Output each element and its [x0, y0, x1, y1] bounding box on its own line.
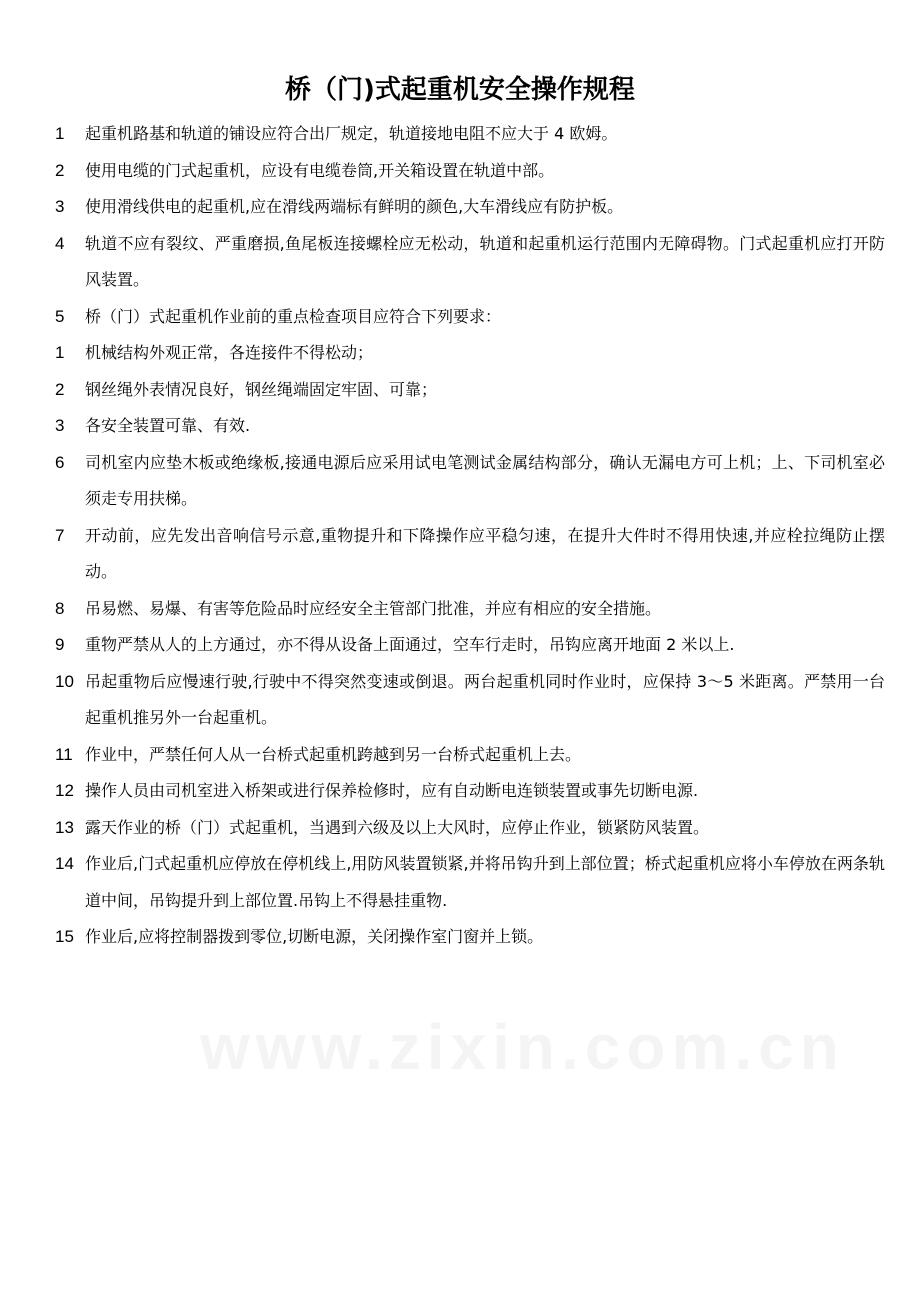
item-number: 5: [55, 306, 65, 326]
list-item: [55, 335, 885, 372]
item-number: 15: [55, 927, 74, 946]
item-number: 1: [55, 124, 65, 143]
item-text: 机械结构外观正常，各连接件不得松动；: [85, 343, 374, 362]
item-number: 3: [55, 416, 65, 435]
item-text: 吊易燃、易爆、有害等危险品时应经安全主管部门批准，并应有相应的安全措施。: [85, 598, 662, 618]
item-number: 2: [55, 379, 65, 399]
item-number: 11: [55, 744, 73, 764]
item-text: 轨道不应有裂纹、严重磨损,鱼尾板连接螺栓应无松动，轨道和起重机运行范围内无障碍物。门式起重机应打开防风装置。: [85, 233, 885, 289]
item-number: 10: [55, 671, 74, 691]
list-item: [55, 773, 885, 810]
list-item: [55, 226, 885, 299]
list-item: [55, 919, 885, 956]
item-text: 开动前，应先发出音响信号示意,重物提升和下降操作应平稳匀速，在提升大件时不得用快速,并应栓拉绳防止摆动。: [85, 525, 885, 581]
item-text: 露天作业的桥（门）式起重机，当遇到六级及以上大风时，应停止作业，锁紧防风装置。: [85, 817, 710, 837]
item-text: 作业后,门式起重机应停放在停机线上,用防风装置锁紧,并将吊钩升到上部位置；桥式起重机应将小车停放在两条轨道中间，吊钩提升到上部位置.吊钩上不得悬挂重物.: [85, 854, 885, 910]
list-item: [55, 627, 885, 664]
item-number: 3: [55, 197, 65, 216]
item-number: 4: [55, 233, 65, 253]
item-text: 钢丝绳外表情况良好，钢丝绳端固定牢固、可靠；: [85, 379, 438, 399]
item-number: 1: [55, 343, 65, 362]
list-item: [55, 153, 885, 190]
item-number: 13: [55, 817, 74, 837]
item-text: 使用电缆的门式起重机，应设有电缆卷筒,开关箱设置在轨道中部。: [85, 160, 555, 180]
item-text: 桥（门）式起重机作业前的重点检查项目应符合下列要求：: [85, 306, 502, 326]
item-number: 9: [55, 635, 65, 654]
list-item: [55, 518, 885, 591]
item-number: 6: [55, 452, 65, 472]
document-title: 桥（门)式起重机安全操作规程: [285, 75, 635, 105]
watermark: [200, 1010, 720, 1084]
list-item: [55, 846, 885, 919]
item-text: 作业中，严禁任何人从一台桥式起重机跨越到另一台桥式起重机上去。: [85, 744, 582, 764]
item-number: 2: [55, 160, 65, 180]
item-text: 各安全装置可靠、有效.: [85, 416, 251, 435]
list-item: [55, 664, 885, 737]
list-item: [55, 810, 885, 847]
list-item: [55, 372, 885, 409]
list-item: [55, 408, 885, 445]
list-item: [55, 116, 885, 153]
list-item: [55, 737, 885, 774]
item-number: 12: [55, 781, 74, 800]
list-item: [55, 591, 885, 628]
item-text: 作业后,应将控制器拨到零位,切断电源，关闭操作室门窗并上锁。: [85, 927, 544, 946]
item-text: 起重机路基和轨道的铺设应符合出厂规定，轨道接地电阻不应大于 4 欧姆。: [85, 124, 618, 143]
item-number: 14: [55, 854, 74, 873]
item-text: 操作人员由司机室进入桥架或进行保养检修时，应有自动断电连锁装置或事先切断电源.: [85, 781, 699, 800]
item-number: 7: [55, 525, 65, 545]
rules-list: [55, 116, 885, 956]
list-item: [55, 299, 885, 336]
item-text: 重物严禁从人的上方通过，亦不得从设备上面通过，空车行走时，吊钩应离开地面 2 米以上.: [85, 635, 735, 654]
item-text: 吊起重物后应慢速行驶,行驶中不得突然变速或倒退。两台起重机同时作业时，应保持 3～5 米距离。严禁用一台起重机推另外一台起重机。: [85, 671, 885, 727]
item-text: 司机室内应垫木板或绝缘板,接通电源后应采用试电笔测试金属结构部分，确认无漏电方可上机；上、下司机室必须走专用扶梯。: [85, 452, 885, 508]
item-number: 8: [55, 598, 65, 618]
item-text: 使用滑线供电的起重机,应在滑线两端标有鲜明的颜色,大车滑线应有防护板。: [85, 197, 624, 216]
list-item: [55, 445, 885, 518]
list-item: [55, 189, 885, 226]
